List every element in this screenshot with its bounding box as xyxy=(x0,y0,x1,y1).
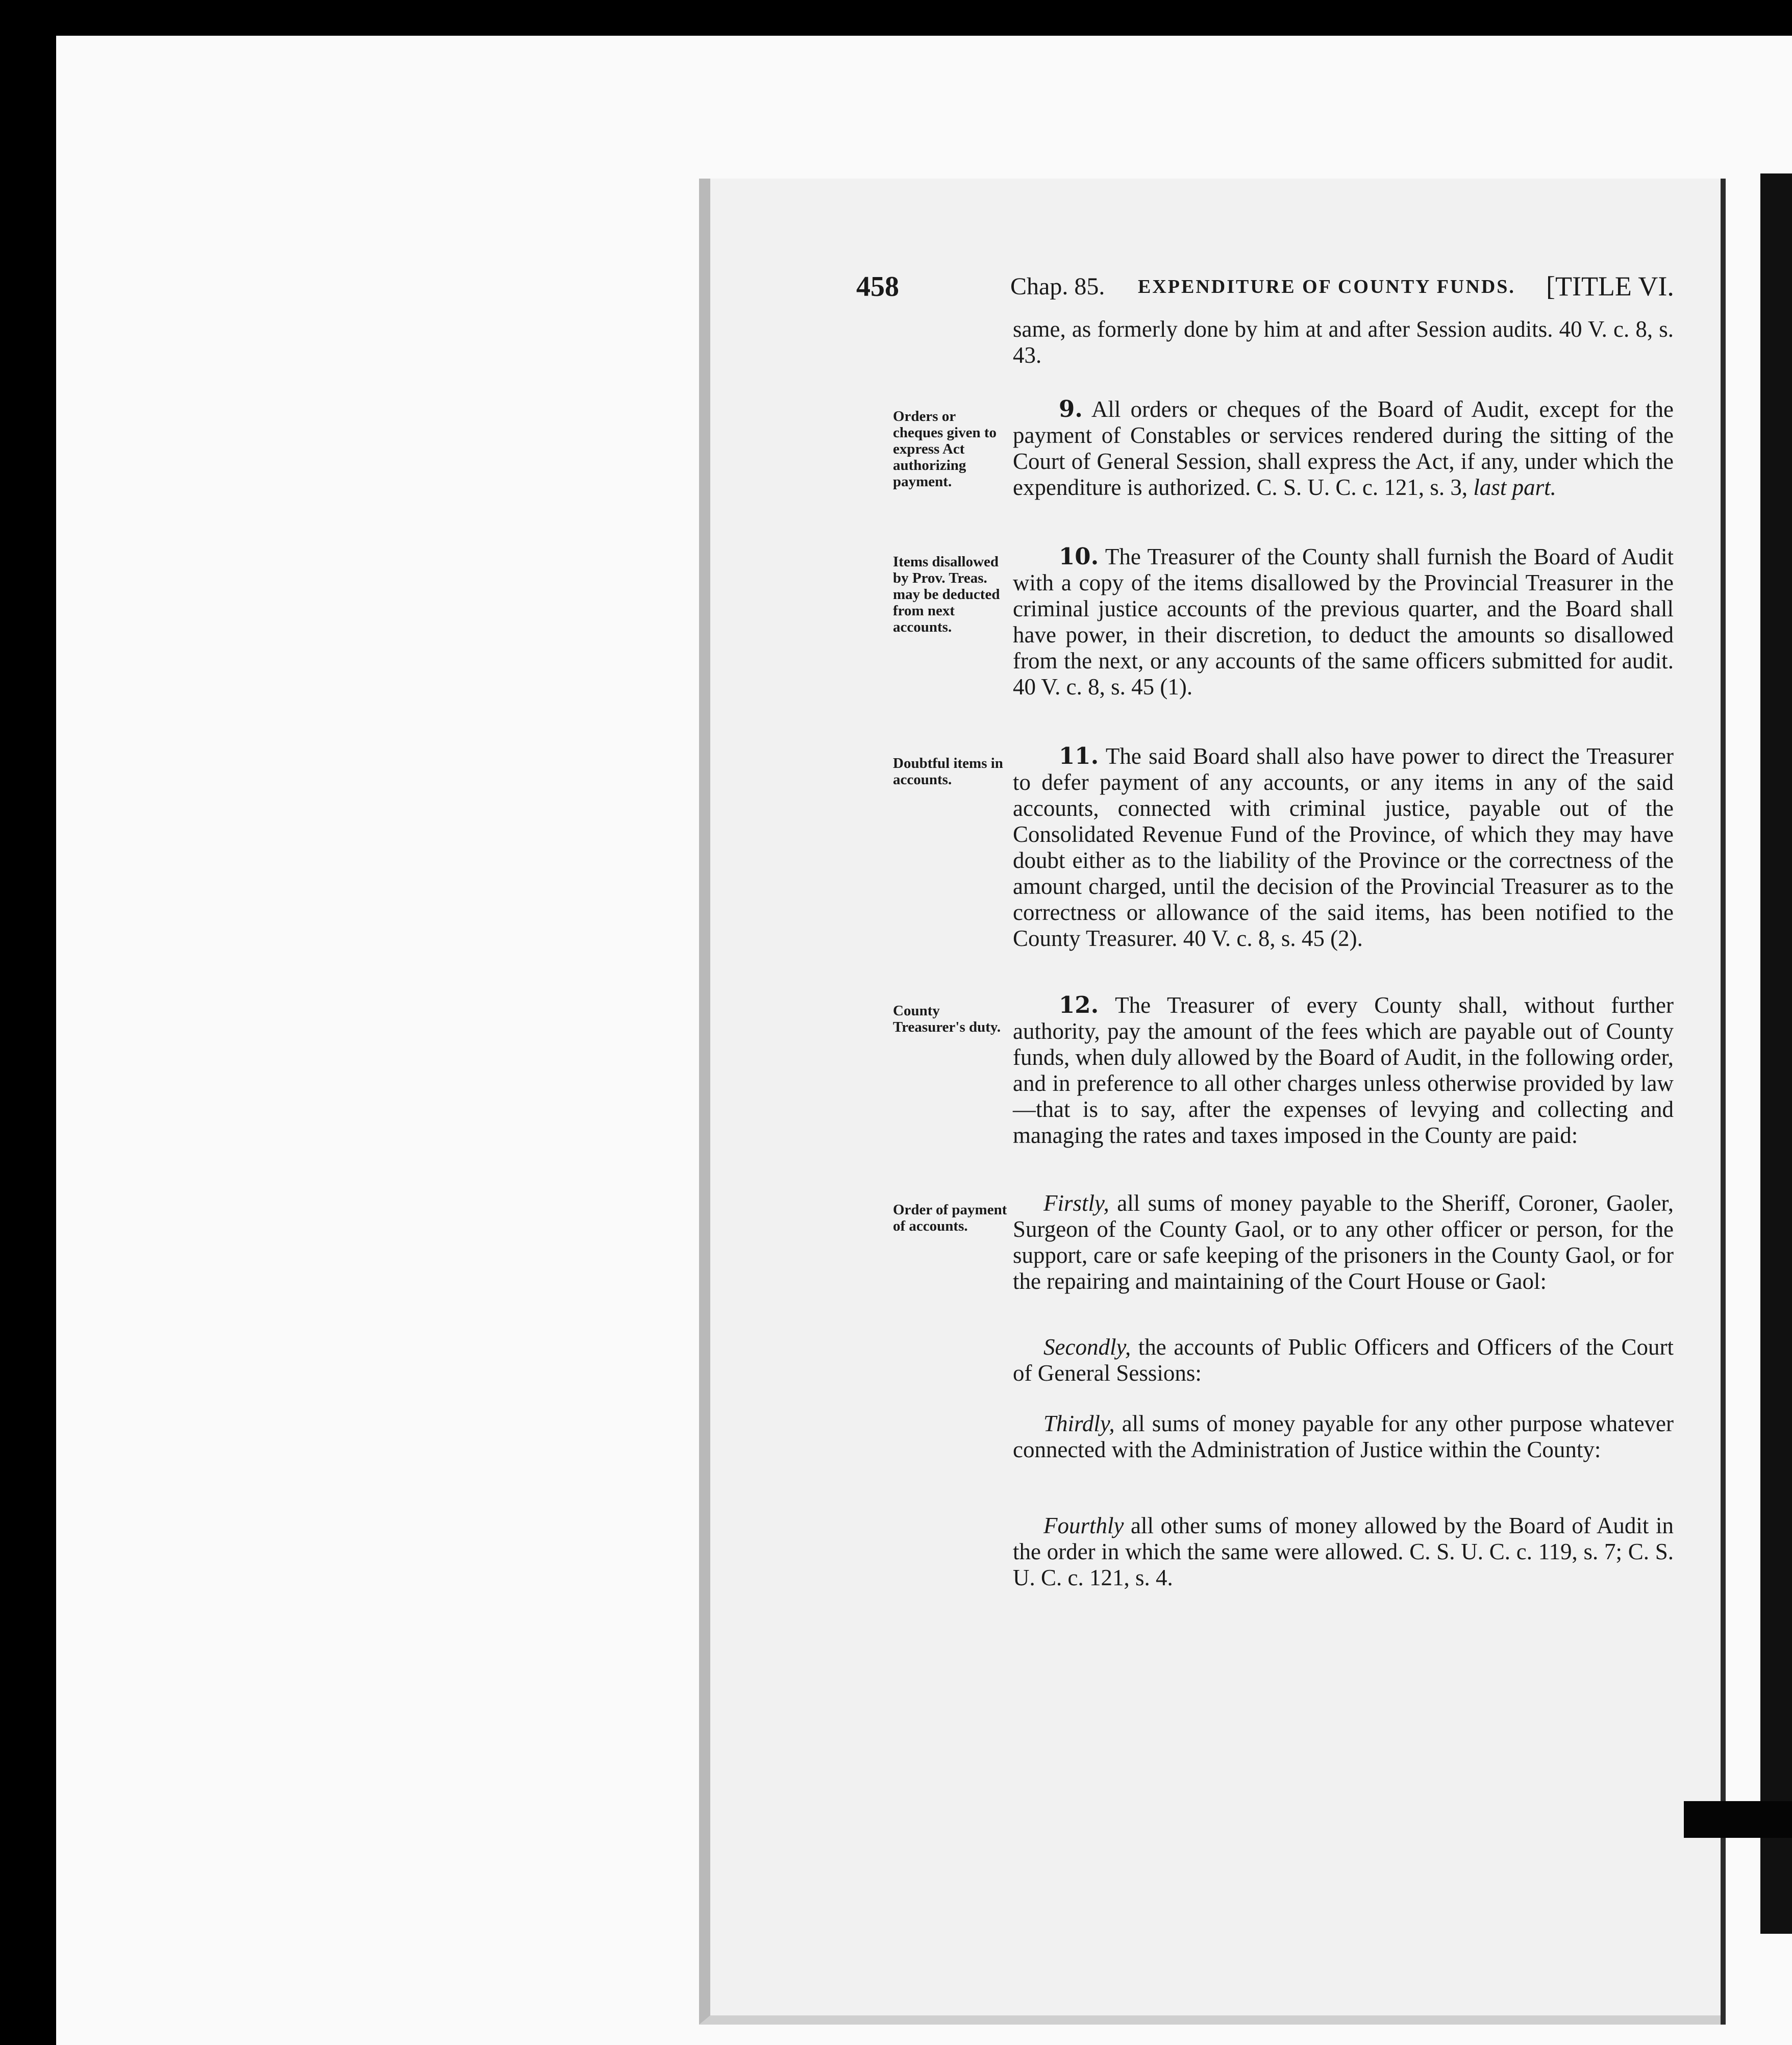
ordinal-italic: Secondly, xyxy=(1043,1334,1131,1360)
ordinal-italic: Firstly, xyxy=(1043,1190,1109,1216)
section-text: The said Board shall also have power to direct the Treasurer to defer payment of any accounts, or any items in any of the said accounts, connected with criminal justice, payable out of the Consolidated Revenue Fund of the Province, of which they may have doubt either as to the liability of the Province or the correctness of the amount charged, until the decision of the Provincial Treasurer as to the correctness or allowance of the said items, has been notified to the County Treasurer. 40 V. c. 8, s. 45 (2). xyxy=(1013,743,1674,951)
section-text: The Treasurer of the County shall furnish the Board of Audit with a copy of the items disallowed by the Provincial Treasurer in the criminal justice accounts of the previous quarter, and the Board shall have power, in their discretion, to deduct the amounts so disallowed from the next, or any accounts of the same officers submitted for audit. 40 V. c. 8, s. 45 (1). xyxy=(1013,544,1674,700)
page-title: EXPENDITURE OF COUNTY FUNDS. xyxy=(1138,276,1515,297)
margin-note-9: Orders or cheques given to express Act authorizing payment. xyxy=(893,408,997,490)
section-text: The Treasurer of every County shall, without further authority, pay the amount of the fees which are payable out of County funds, when duly allowed by the Board of Audit, in the following order, and in preference to all other charges unless otherwise provided by law—that is to say, after the expenses of levying and collecting and managing the rates and taxes imposed in the County are paid: xyxy=(1013,992,1674,1148)
title-part: [TITLE VI. xyxy=(1546,271,1674,302)
paragraph-text: all sums of money payable for any other purpose whatever connected with the Administration of Justice within the County: xyxy=(1013,1411,1674,1462)
paragraph-fourthly xyxy=(1013,1513,1674,1591)
ordinal-italic: Thirdly, xyxy=(1043,1411,1115,1436)
paragraph-secondly xyxy=(1013,1334,1674,1386)
running-head xyxy=(699,270,1679,306)
paragraph-text: the accounts of Public Officers and Officers of the Court of General Sessions: xyxy=(1013,1334,1674,1386)
continuation-text: same, as formerly done by him at and after Session audits. 40 V. c. 8, s. 43. xyxy=(1013,316,1674,368)
margin-note-11: Doubtful items in accounts. xyxy=(893,755,1003,788)
section-italic: last part. xyxy=(1473,475,1556,500)
margin-note-12: County Treasurer's duty. xyxy=(893,1003,1001,1035)
chapter-label: Chap. 85. xyxy=(1010,273,1105,300)
paragraph-thirdly xyxy=(1013,1411,1674,1463)
section-12 xyxy=(1013,992,1674,1149)
scan-edge-bar xyxy=(1684,1801,1792,1838)
section-11 xyxy=(1013,743,1674,952)
paragraph-text: all other sums of money allowed by the Board of Audit in the order in which the same were allowed. C. S. U. C. c. 119, s. 7; C. S. U. C. c. 121, s. 4. xyxy=(1013,1513,1674,1590)
section-number: 12. xyxy=(1059,991,1099,1018)
paragraph-text: all sums of money payable to the Sheriff, Coroner, Gaoler, Surgeon of the County Gaol, or to any other officer or person, for the support, care or safe keeping of the prisoners in the County Gaol, or for the repairing and maintaining of the Court House or Gaol: xyxy=(1013,1190,1674,1294)
continuation-paragraph xyxy=(1013,316,1674,368)
margin-note-order: Order of payment of accounts. xyxy=(893,1202,1007,1234)
margin-note-10: Items disallowed by Prov. Treas. may be deducted from next accounts. xyxy=(893,554,1000,635)
paragraph-firstly xyxy=(1013,1190,1674,1294)
section-number: 10. xyxy=(1059,543,1099,570)
page-number: 458 xyxy=(856,271,899,303)
section-text: All orders or cheques of the Board of Audit, except for the payment of Constables or services rendered during the sitting of the Court of General Session, shall express the Act, if any, under which the expenditure is authorized. C. S. U. C. c. 121, s. 3, xyxy=(1013,396,1674,500)
ordinal-italic: Fourthly xyxy=(1043,1513,1124,1538)
book-spine xyxy=(1760,173,1792,1934)
section-9 xyxy=(1013,396,1674,501)
section-number: 11. xyxy=(1059,742,1099,769)
section-number: 9. xyxy=(1059,395,1083,422)
section-10 xyxy=(1013,543,1674,700)
